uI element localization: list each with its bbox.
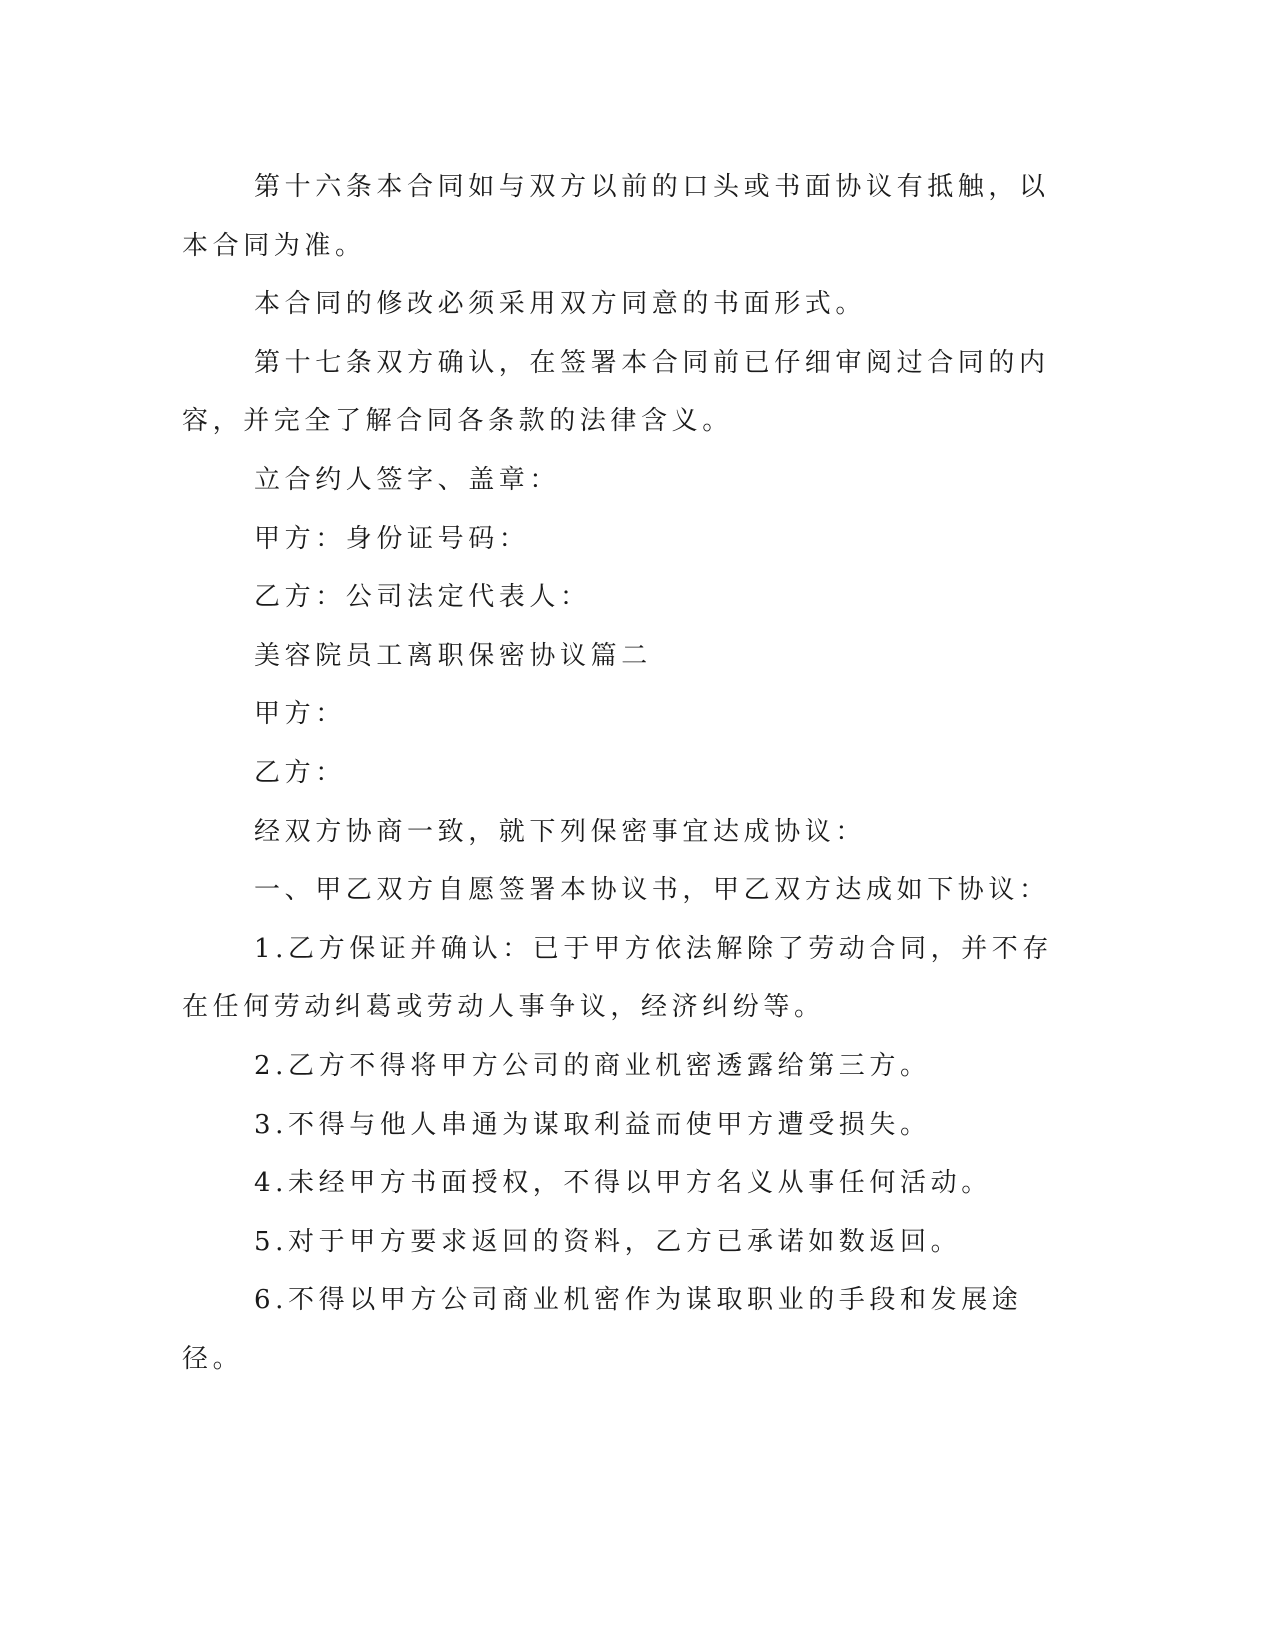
paragraph-consensus: 经双方协商一致，就下列保密事宜达成协议： bbox=[254, 816, 867, 847]
section-title: 美容院员工离职保密协议篇二 bbox=[254, 640, 652, 671]
paragraph-item-6: 6.不得以甲方公司商业机密作为谋取职业的手段和发展途径。 bbox=[182, 1285, 1023, 1374]
paragraph-article-16: 第十六条本合同如与双方以前的口头或书面协议有抵触，以本合同为准。 bbox=[182, 172, 1050, 261]
paragraph-signatories: 立合约人签字、盖章： bbox=[254, 464, 561, 495]
paragraph-party-a: 甲方： bbox=[254, 699, 346, 730]
paragraph-party-b-rep: 乙方：公司法定代表人： bbox=[254, 582, 591, 613]
paragraph-clause-1: 一、甲乙双方自愿签署本协议书，甲乙双方达成如下协议： bbox=[254, 875, 1050, 906]
paragraph-party-a-id: 甲方：身份证号码： bbox=[254, 523, 530, 554]
paragraph-item-2: 2.乙方不得将甲方公司的商业机密透露给第三方。 bbox=[254, 1050, 931, 1081]
paragraph-party-b: 乙方： bbox=[254, 757, 346, 788]
paragraph-item-3: 3.不得与他人串通为谋取利益而使甲方遭受损失。 bbox=[254, 1109, 931, 1140]
paragraph-item-4: 4.未经甲方书面授权，不得以甲方名义从事任何活动。 bbox=[254, 1168, 992, 1199]
paragraph-item-5: 5.对于甲方要求返回的资料，乙方已承诺如数返回。 bbox=[254, 1226, 962, 1257]
paragraph-item-1: 1.乙方保证并确认：已于甲方依法解除了劳动合同，并不存在任何劳动纠葛或劳动人事争议，经济纠纷等。 bbox=[182, 933, 1054, 1023]
paragraph-modification: 本合同的修改必须采用双方同意的书面形式。 bbox=[254, 289, 867, 320]
document-body bbox=[182, 158, 1062, 1388]
paragraph-article-17: 第十七条双方确认，在签署本合同前已仔细审阅过合同的内容，并完全了解合同各条款的法律含义。 bbox=[182, 347, 1050, 437]
